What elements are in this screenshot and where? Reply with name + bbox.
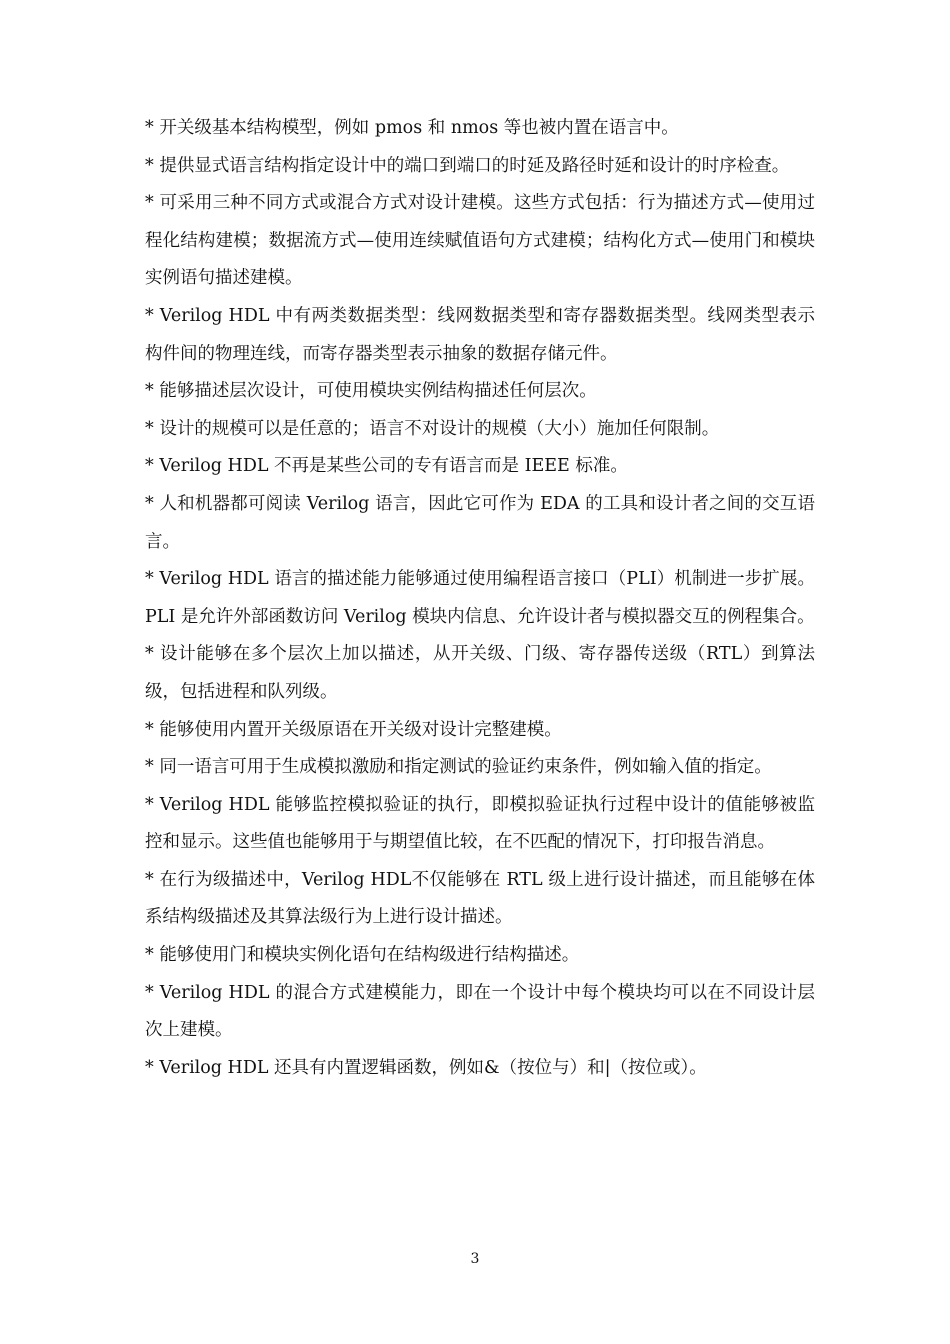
paragraph-mixed-modeling: * Verilog HDL 的混合方式建模能力，即在一个设计中每个模块均可以在不同设计层次上建模。 [145, 982, 815, 1041]
paragraph-ieee-standard: * Verilog HDL 不再是某些公司的专有语言而是 IEEE 标准。 [145, 456, 628, 477]
paragraph-hierarchy: * 能够描述层次设计，可使用模块实例结构描述任何层次。 [145, 381, 597, 402]
paragraph-stimulus: * 同一语言可用于生成模拟激励和指定测试的验证约束条件，例如输入值的指定。 [145, 757, 772, 778]
paragraph-structural: * 能够使用门和模块实例化语句在结构级进行结构描述。 [145, 945, 580, 966]
body-text [145, 110, 815, 1087]
paragraph-data-types: * Verilog HDL 中有两类数据类型：线网数据类型和寄存器数据类型。线网类型表示构件间的物理连线，而寄存器类型表示抽象的数据存储元件。 [145, 305, 815, 364]
paragraph-switch-level-models: * 开关级基本结构模型，例如 pmos 和 nmos 等也被内置在语言中。 [145, 118, 679, 138]
paragraph-design-size: * 设计的规模可以是任意的；语言不对设计的规模（大小）施加任何限制。 [145, 418, 720, 439]
page-number: 3 [470, 1251, 480, 1267]
paragraph-pli: * Verilog HDL 语言的描述能力能够通过使用编程语言接口（PLI）机制进一步扩展。PLI 是允许外部函数访问 Verilog 模块内信息、允许设计者与模拟器交互的例程集合。 [145, 569, 815, 627]
paragraph-behavioral: * 在行为级描述中，Verilog HDL不仅能够在 RTL 级上进行设计描述，而且能够在体系结构级描述及其算法级行为上进行设计描述。 [145, 869, 815, 928]
paragraph-modeling-styles: * 可采用三种不同方式或混合方式对设计建模。这些方式包括：行为描述方式—使用过程化结构建模；数据流方式—使用连续赋值语句方式建模；结构化方式—使用门和模块实例语句描述建模。 [145, 193, 815, 289]
paragraph-logic-functions: * Verilog HDL 还具有内置逻辑函数，例如&（按位与）和|（按位或）。 [145, 1057, 707, 1078]
paragraph-human-machine-readable: * 人和机器都可阅读 Verilog 语言，因此它可作为 EDA 的工具和设计者之间的交互语言。 [145, 493, 815, 552]
paragraph-abstraction-levels: * 设计能够在多个层次上加以描述，从开关级、门级、寄存器传送级（RTL）到算法级，包括进程和队列级。 [145, 644, 815, 702]
paragraph-switch-primitives: * 能够使用内置开关级原语在开关级对设计完整建模。 [145, 719, 562, 740]
paragraph-explicit-delay: * 提供显式语言结构指定设计中的端口到端口的时延及路径时延和设计的时序检查。 [145, 155, 790, 176]
paragraph-monitoring: * Verilog HDL 能够监控模拟验证的执行，即模拟验证执行过程中设计的值能够被监控和显示。这些值也能够用于与期望值比较，在不匹配的情况下，打印报告消息。 [145, 794, 815, 853]
